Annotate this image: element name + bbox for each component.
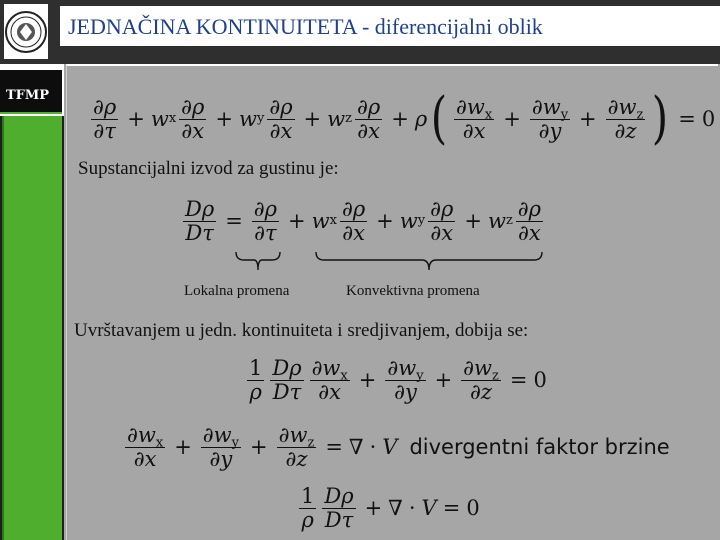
fraction-drho-dx: ∂ρ ∂x (357, 95, 381, 143)
substitution-text: Uvrštavanjem u jedn. kontinuiteta i sredjivanjem, dobija se: (74, 320, 529, 341)
fraction-dwy-dy: $\frac{\partial w_y}{\partial y}$ (387, 356, 424, 404)
fraction-Drho-Dtau: $\frac{D\rho}{D\tau}$ (185, 197, 215, 245)
fraction-drho-dtau: ∂ρ ∂τ (93, 95, 117, 143)
fraction-dwy-dy: $\frac{\partial w_y}{\partial y}$ (531, 95, 569, 143)
divergence-equation: $\partial w_x$ ∂x + $\frac{\partial w_y}{\partial y}$ + $\frac{\partial w_z}{\partial z}$ = ∇ · V divergentni faktor brzine (127, 423, 670, 471)
fraction-Drho-Dtau: Dρ Dτ (324, 484, 354, 532)
result-equation-1: 1 ρ Dρ Dτ $\partial w_x$ ∂x + $\frac{\partial w_y}{\partial y}$ + $\frac{\partial w_z}{\partial z}$ = 0 (249, 356, 547, 404)
local-change-brace (234, 250, 282, 274)
fraction-1-rho: 1 ρ (301, 484, 315, 532)
fraction-drho-dx: ∂ρ ∂x (181, 95, 205, 143)
intro-text: Supstancijalni izvod za gustinu je: (78, 158, 339, 179)
fraction-dwz-dz: $\frac{\partial w_z}{\partial z}$ (278, 423, 315, 471)
local-change-label: Lokalna promena (184, 283, 290, 299)
fraction-drho-dx: ∂ρ ∂x (341, 197, 366, 245)
fraction-drho-dx: ∂ρ ∂x (269, 95, 293, 143)
sidebar-green-bar (2, 116, 62, 540)
sidebar (0, 64, 64, 540)
result-equation-2: 1 ρ Dρ Dτ + ∇ · V = 0 (301, 484, 480, 532)
fraction-drho-dx: ∂ρ ∂x (517, 197, 542, 245)
convective-change-label: Konvektivna promena (346, 283, 480, 299)
fraction-drho-dx: ∂ρ ∂x (430, 197, 454, 245)
fraction-dwz-dz: $\frac{\partial w_z}{\partial z}$ (607, 95, 644, 143)
fraction-1-rho: 1 ρ (249, 356, 263, 404)
faculty-seal-logo (4, 4, 48, 59)
substantial-derivative-equation: $\frac{D\rho}{D\tau}$ = $\frac{\partial\rho}{\partial\tau}$ + w x ∂ρ ∂x + w y ∂ρ ∂x + w z ∂ρ ∂x (185, 197, 542, 245)
fraction-dwy-dy: $\frac{\partial w_y}{\partial y}$ (202, 423, 239, 471)
slide-title: JEDNAČINA KONTINUITETA - diferencijalni oblik (68, 14, 543, 39)
fraction-dwx-dx: $\partial w_x$ ∂x (456, 95, 493, 143)
fraction-dwx-dx: $\partial w_x$ ∂x (311, 356, 348, 404)
fraction-dwx-dx: $\partial w_x$ ∂x (127, 423, 164, 471)
fraction-drho-dtau: $\frac{\partial\rho}{\partial\tau}$ (253, 197, 278, 245)
fraction-dwz-dz: $\frac{\partial w_z}{\partial z}$ (463, 356, 499, 404)
continuity-equation: ∂ρ ∂τ + w x ∂ρ ∂x + w y ∂ρ ∂x + w z ∂ρ ∂x + ρ ( $\partial w_x$ ∂x + $\frac{\partial w_y}{\partial y}$ + $\frac{\partial w_z}{\partial z}$ ) = 0 (93, 86, 716, 151)
divergence-label: divergentni faktor brzine (409, 435, 670, 459)
sidebar-label: TFMP (6, 88, 50, 103)
fraction-Drho-Dtau: Dρ Dτ (272, 356, 302, 404)
convective-change-brace (314, 250, 544, 274)
